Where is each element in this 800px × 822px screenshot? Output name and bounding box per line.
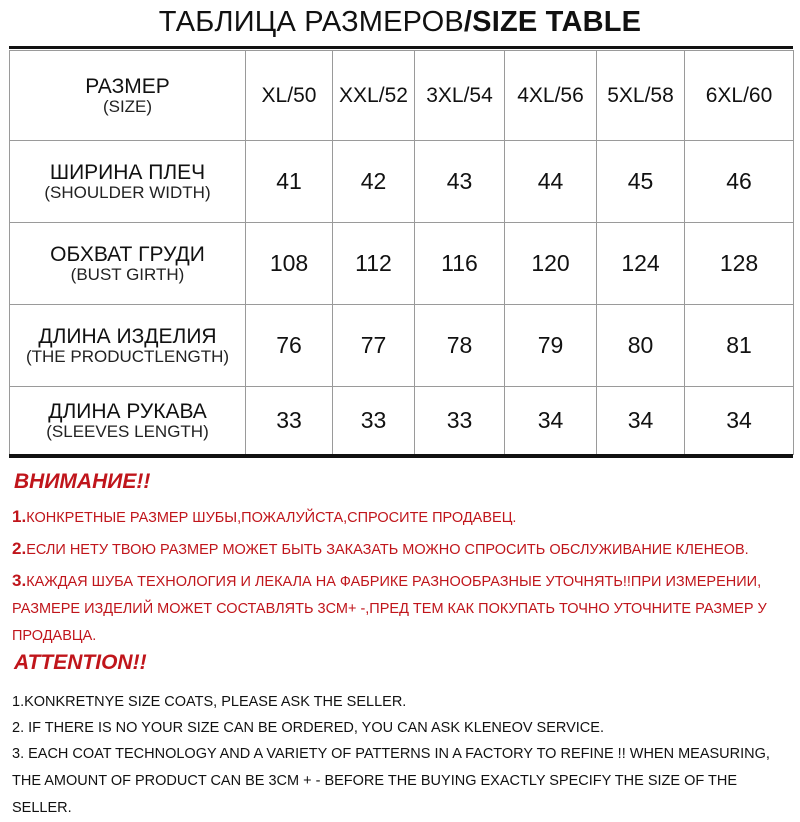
size-table (9, 50, 794, 455)
bottom-rule (9, 454, 793, 458)
table-cell: 76 (246, 305, 333, 387)
table-cell: 33 (246, 387, 333, 455)
page-title (0, 0, 800, 44)
en-notice-item: 2. IF THERE IS NO YOUR SIZE CAN BE ORDERED, YOU CAN ASK KLENEOV SERVICE. (12, 720, 604, 736)
size-header: 3XL/54 (415, 51, 505, 141)
row-label-main: ДЛИНА РУКАВА (48, 399, 207, 423)
row-label-sub: (THE PRODUCTLENGTH) (25, 346, 230, 366)
table-row (10, 305, 794, 387)
ru-warning-heading: ВНИМАНИЕ!! (14, 470, 151, 493)
row-label (10, 141, 246, 223)
ru-notice-text: КОНКРЕТНЫЕ РАЗМЕР ШУБЫ,ПОЖАЛУЙСТА,СПРОСИТЕ ПРОДАВЕЦ. (26, 510, 517, 526)
size-header: XL/50 (246, 51, 333, 141)
table-cell: 46 (685, 141, 794, 223)
ru-notice-number: 3. (12, 571, 27, 590)
row-label (10, 223, 246, 305)
table-cell: 45 (597, 141, 685, 223)
table-cell: 128 (685, 223, 794, 305)
table-cell: 108 (246, 223, 333, 305)
table-cell: 120 (505, 223, 597, 305)
row-label-sub: (SHOULDER WIDTH) (44, 182, 211, 202)
row-label-main: РАЗМЕР (85, 74, 170, 98)
top-rule (9, 46, 793, 49)
row-label-main: ДЛИНА ИЗДЕЛИЯ (38, 324, 217, 348)
en-notice-item: 1.KONKRETNYE SIZE COATS, PLEASE ASK THE SELLER. (12, 694, 407, 710)
table-cell: 77 (333, 305, 415, 387)
table-cell: 124 (597, 223, 685, 305)
en-warning-heading: ATTENTION!! (14, 651, 147, 674)
ru-notice-item (12, 567, 788, 650)
row-label (10, 305, 246, 387)
table-cell: 44 (505, 141, 597, 223)
en-notice-item: 3. EACH COAT TECHNOLOGY AND A VARIETY OF PATTERNS IN A FACTORY TO REFINE !! WHEN MEASURING, THE AMOUNT OF PRODUCT CAN BE 3CM + - BEFORE THE BUYING EXACTLY SPECIFY THE SIZE OF THE SELLER. (12, 746, 770, 816)
ru-notice-number: 1. (12, 507, 27, 526)
table-cell: 33 (333, 387, 415, 455)
ru-notice-item (12, 535, 792, 564)
row-label-sub: (BUST GIRTH) (70, 264, 185, 284)
table-cell: 34 (685, 387, 794, 455)
table-cell: 80 (597, 305, 685, 387)
row-label-sub: (SLEEVES LENGTH) (46, 421, 209, 441)
row-label-sub: (SIZE) (102, 96, 153, 116)
ru-notice-item (12, 503, 792, 532)
table-header-row (10, 51, 794, 141)
table-row (10, 223, 794, 305)
table-cell: 43 (415, 141, 505, 223)
table-cell: 78 (415, 305, 505, 387)
ru-notice-text: ЕСЛИ НЕТУ ТВОЮ РАЗМЕР МОЖЕТ БЫТЬ ЗАКАЗАТЬ МОЖНО СПРОСИТЬ ОБСЛУЖИВАНИЕ КЛЕНЕОВ. (26, 542, 749, 558)
table-row (10, 141, 794, 223)
row-label-main: ОБХВАТ ГРУДИ (50, 242, 205, 266)
table-cell: 79 (505, 305, 597, 387)
row-label (10, 387, 246, 455)
ru-notice-text: КАЖДАЯ ШУБА ТЕХНОЛОГИЯ И ЛЕКАЛА НА ФАБРИКЕ РАЗНООБРАЗНЫЕ УТОЧНЯТЬ!!ПРИ ИЗМЕРЕНИИ, РАЗМЕРЕ ИЗДЕЛИЙ МОЖЕТ СОСТАВЛЯТЬ 3СМ+ -,ПРЕД ТЕМ КАК ПОКУПАТЬ ТОЧНО УТОЧНИТЕ РАЗМЕР У ПРОДАВЦА. (12, 574, 767, 644)
table-cell: 33 (415, 387, 505, 455)
size-header: XXL/52 (333, 51, 415, 141)
table-cell: 116 (415, 223, 505, 305)
table-cell: 42 (333, 141, 415, 223)
table-cell: 112 (333, 223, 415, 305)
table-cell: 34 (597, 387, 685, 455)
size-header: 5XL/58 (597, 51, 685, 141)
title-en: SIZE TABLE (472, 6, 642, 38)
table-cell: 81 (685, 305, 794, 387)
size-header: 6XL/60 (685, 51, 794, 141)
row-label-main: ШИРИНА ПЛЕЧ (49, 160, 206, 184)
table-row (10, 387, 794, 455)
table-cell: 34 (505, 387, 597, 455)
size-header: 4XL/56 (505, 51, 597, 141)
title-ru: ТАБЛИЦА РАЗМЕРОВ (158, 6, 464, 38)
table-cell: 41 (246, 141, 333, 223)
title-separator: / (463, 6, 473, 38)
ru-notice-number: 2. (12, 539, 27, 558)
row-label (10, 51, 246, 141)
